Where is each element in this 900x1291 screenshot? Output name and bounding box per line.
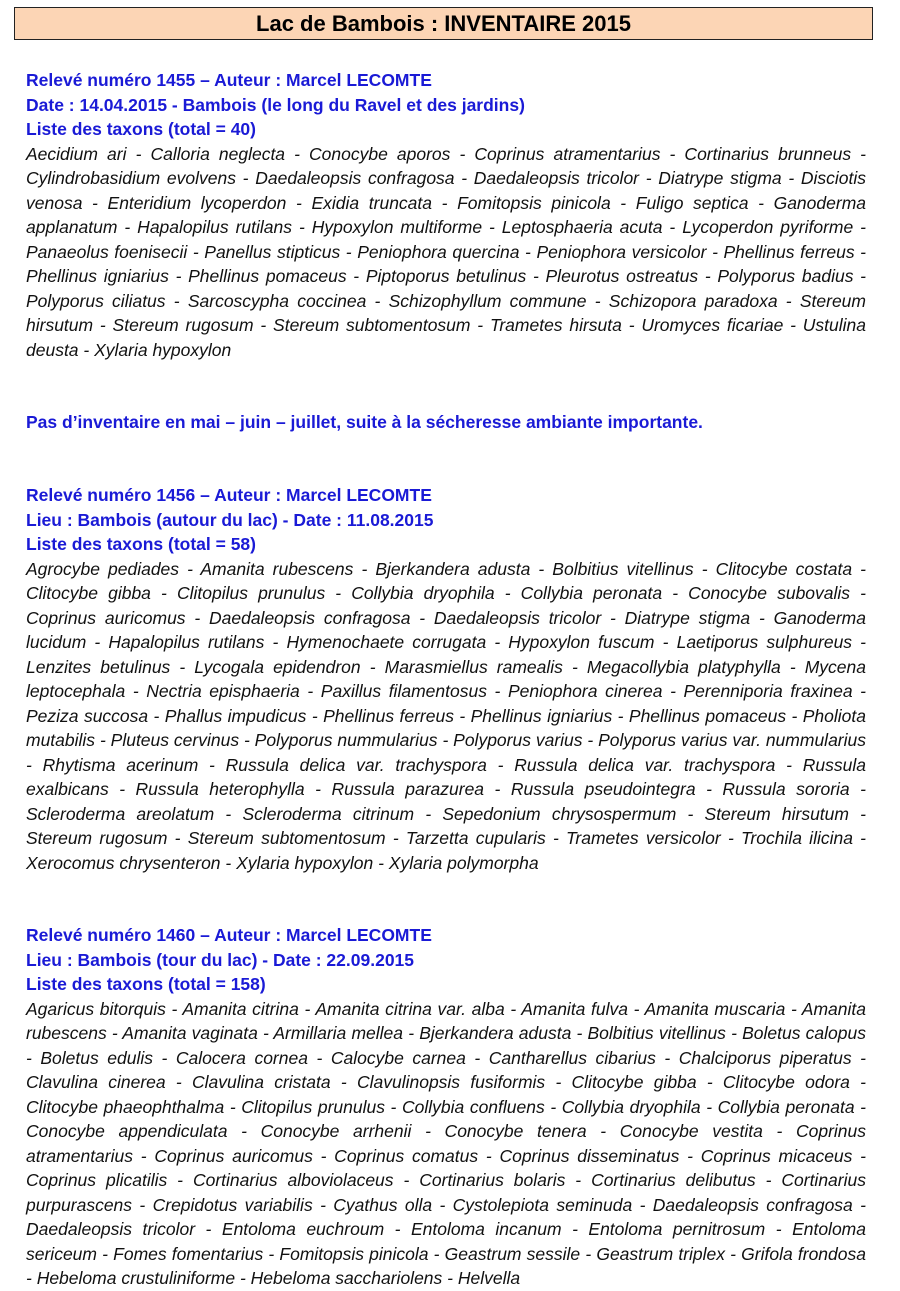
releve-header-line: Relevé numéro 1455 – Auteur : Marcel LECOMTE: [26, 70, 432, 90]
inventory-note: Pas d’inventaire en mai – juin – juillet, suite à la sécheresse ambiante importante.: [26, 412, 703, 432]
page-title: Lac de Bambois : INVENTAIRE 2015: [14, 7, 873, 40]
releve-header-line: Lieu : Bambois (tour du lac) - Date : 22.09.2015: [26, 949, 415, 970]
taxa-list: Agrocybe pediades - Amanita rubescens - Bjerkandera adusta - Bolbitius vitellinus - Clitocybe costata - Clitocybe gibba - Clitopilus prunulus - Collybia dryophila - Collybia peronata - Conocybe subovalis - Coprinus auricomus - Daedaleopsis confragosa - Daedaleopsis tricolor - Diatrype stigma - Ganoderma lucidum - Hapalopilus rutilans - Hymenochaete corrugata - Hypoxylon fuscum - Laetiporus sulphureus - Lenzites betulinus - Lycogala epidendron - Marasmiellus ramealis - Megacollybia platyphylla - Mycena leptocephala - Nectria episphaeria - Paxillus filamentosus - Peniophora cinerea - Perenniporia fraxinea - Peziza succosa - Phallus impudicus - Phellinus ferreus - Phellinus igniarius - Phellinus pomaceus - Pholiota mutabilis - Pluteus cervinus - Polyporus nummularius - Polyporus varius - Polyporus varius var. nummularius - Rhytisma acerinum - Russula delica var. trachyspora - Russula delica var. trachyspora - Russula exalbicans - Russula heterophylla - Russula parazurea - Russula pseudointegra - Russula sororia - Scleroderma areolatum - Scleroderma citrinum - Sepedonium chrysospermum - Stereum hirsutum - Stereum rugosum - Stereum subtomentosum - Tarzetta cupularis - Trametes versicolor - Trochila ilicina - Xerocomus chrysenteron - Xylaria hypoxylon - Xylaria polymorpha: [26, 558, 866, 873]
taxa-list: Agaricus bitorquis - Amanita citrina - Amanita citrina var. alba - Amanita fulva - Amanita muscaria - Amanita rubescens - Amanita vaginata - Armillaria mellea - Bjerkandera adusta - Bolbitius vitellinus - Boletus calopus - Boletus edulis - Calocera cornea - Calocybe carnea - Cantharellus cibarius - Chalciporus piperatus - Clavulina cinerea - Clavulina cristata - Clavulinopsis fusiformis - Clitocybe gibba - Clitocybe odora - Clitocybe phaeophthalma - Clitopilus prunulus - Collybia confluens - Collybia dryophila - Collybia peronata - Conocybe appendiculata - Conocybe arrhenii - Conocybe tenera - Conocybe vestita - Coprinus atramentarius - Coprinus auricomus - Coprinus comatus - Coprinus disseminatus - Coprinus micaceus - Coprinus plicatilis - Cortinarius alboviolaceus - Cortinarius bolaris - Cortinarius delibutus - Cortinarius purpurascens - Crepidotus variabilis - Cyathus olla - Cystolepiota seminuda - Daedaleopsis confragosa - Daedaleopsis tricolor - Entoloma euchroum - Entoloma incanum - Entoloma pernitrosum - Entoloma sericeum - Fomes fomentarius - Fomitopsis pinicola - Geastrum sessile - Geastrum triplex - Grifola frondosa - Hebeloma crustuliniforme - Hebeloma sacchariolens - Helvella: [26, 998, 866, 1288]
releve-1455: [26, 68, 866, 362]
taxa-list: Aecidium ari - Calloria neglecta - Conocybe aporos - Coprinus atramentarius - Cortinarius brunneus - Cylindrobasidium evolvens - Daedaleopsis confragosa - Daedaleopsis tricolor - Diatrype stigma - Disciotis venosa - Enteridium lycoperdon - Exidia truncata - Fomitopsis pinicola - Fuligo septica - Ganoderma applanatum - Hapalopilus rutilans - Hypoxylon multiforme - Leptosphaeria acuta - Lycoperdon pyriforme - Panaeolus foenisecii - Panellus stipticus - Peniophora quercina - Peniophora versicolor - Phellinus ferreus - Phellinus igniarius - Phellinus pomaceus - Piptoporus betulinus - Pleurotus ostreatus - Polyporus badius - Polyporus ciliatus - Sarcoscypha coccinea - Schizophyllum commune - Schizopora paradoxa - Stereum hirsutum - Stereum rugosum - Stereum subtomentosum - Trametes hirsuta - Uromyces ficariae - Ustulina deusta - Xylaria hypoxylon: [26, 143, 866, 360]
releve-header-line: Relevé numéro 1460 – Auteur : Marcel LECOMTE: [26, 925, 432, 945]
releve-header-line: Liste des taxons (total = 158): [26, 974, 266, 994]
releve-header-line: Date : 14.04.2015 - Bambois (le long du Ravel et des jardins): [26, 94, 525, 115]
releve-1460: [26, 923, 866, 1291]
releve-header-line: Liste des taxons (total = 40): [26, 119, 256, 139]
releve-header-line: Lieu : Bambois (autour du lac) - Date : 11.08.2015: [26, 509, 434, 530]
releve-1456: [26, 483, 866, 875]
releve-header-line: Relevé numéro 1456 – Auteur : Marcel LECOMTE: [26, 485, 432, 505]
releve-header-line: Liste des taxons (total = 58): [26, 534, 256, 554]
